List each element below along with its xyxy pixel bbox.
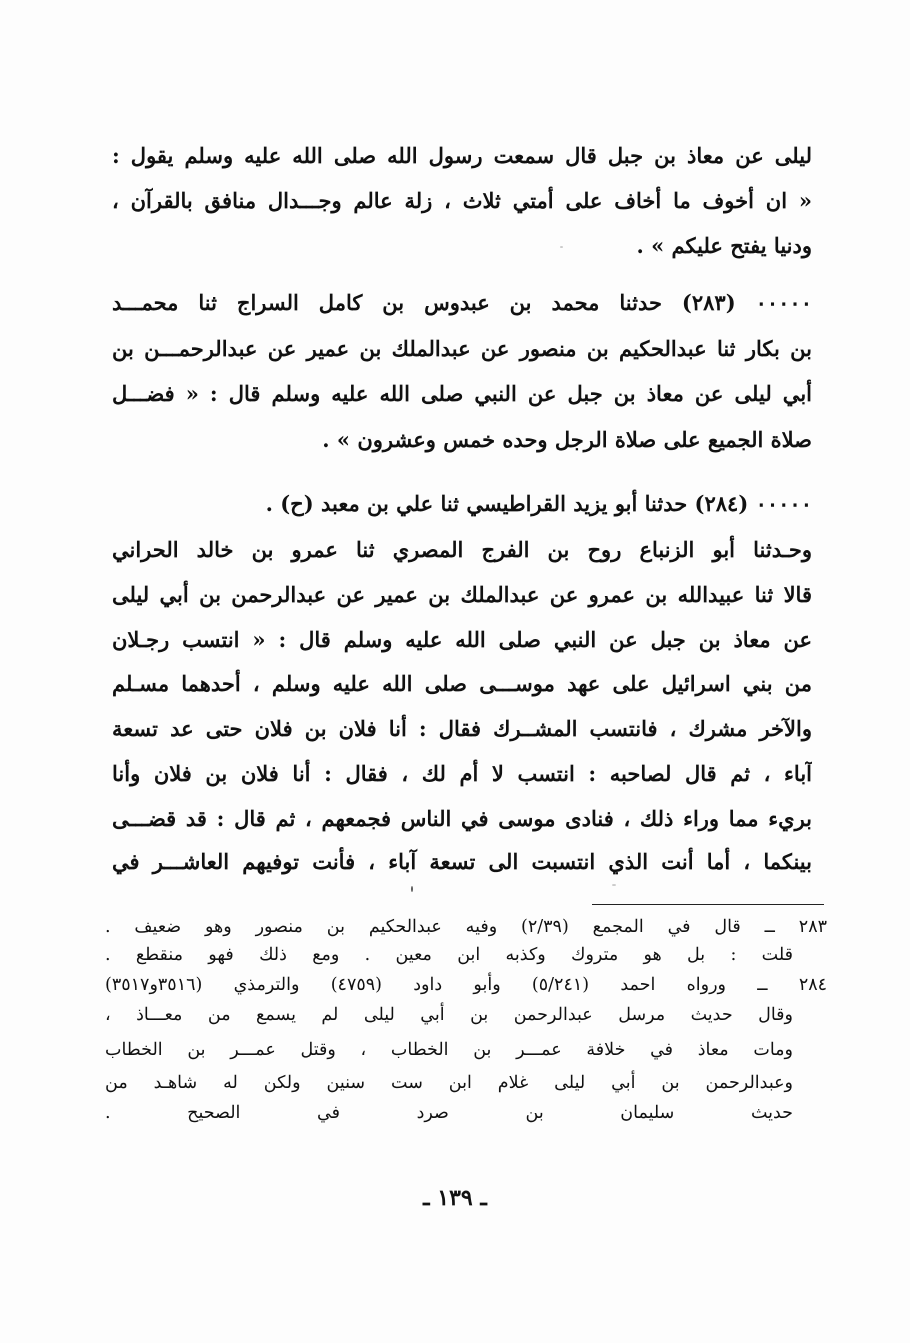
hadith-284-heading-line: ٠٠٠٠٠ (٢٨٤) حدثنا أبو يزيد القراطيسي ثنا علي بن معبد (ح) .	[265, 491, 812, 516]
text-line: ليلى عن معاذ بن جبل قال سمعت رسول الله صلى الله عليه وسلم يقول :	[112, 143, 812, 168]
scan-speck	[612, 884, 616, 886]
footnote-line: ومات معاذ في خلافة عمـــر بن الخطاب ، وقتل عمـــر بن الخطاب	[105, 1040, 793, 1060]
footnote-line: قلت : بل هو متروك وكذبه ابن معين . ومع ذلك فهو منقطع .	[105, 945, 793, 965]
footnote-284-line: ٢٨٤ ــ ورواه احمد (٥/٢٤١) وأبو داود (٤٧٥٩) والترمذي (٣٥١٦و٣٥١٧)	[105, 975, 827, 995]
text-line: صلاة الجميع على صلاة الرجل وحده خمس وعشرون » .	[322, 427, 812, 452]
footnote-line: وقال حديث مرسل عبدالرحمن بن أبي ليلى لم يسمع من معـــاذ ،	[105, 1005, 793, 1025]
text-line: عن معاذ بن جبل عن النبي صلى الله عليه وسلم قال : « انتسب رجـلان	[112, 627, 812, 652]
hadith-283-heading-line: ٠٠٠٠٠ (٢٨٣) حدثنا محمد بن عبدوس بن كامل السراج ثنا محمـــد	[112, 290, 812, 315]
text-line: بن بكار ثنا عبدالحكيم بن منصور عن عبدالملك بن عمير عن عبدالرحمـــن بن	[112, 336, 812, 361]
scan-speck	[560, 246, 563, 248]
footnote-separator	[592, 904, 824, 905]
footnote-line: حديث سليمان بن صرد في الصحيح .	[105, 1103, 793, 1123]
text-line: وحـدثنا أبو الزنباع روح بن الفرج المصري ثنا عمرو بن خالد الحراني	[112, 537, 812, 562]
text-line: والآخر مشرك ، فانتسب المشــرك فقال : أنا فلان بن فلان حتى عد تسعة	[112, 716, 812, 741]
text-line: قالا ثنا عبيدالله بن عمرو عن عبدالملك بن عمير عن عبدالرحمن بن أبي ليلى	[112, 582, 812, 607]
text-line: من بني اسرائيل على عهد موســـى صلى الله عليه وسلم ، أحدهما مسـلم	[112, 671, 812, 696]
text-line: « ان أخوف ما أخاف على أمتي ثلاث ، زلة عالم وجـــدال منافق بالقرآن ،	[112, 188, 812, 213]
text-line: آباء ، ثم قال لصاحبه : انتسب لا أم لك ، فقال : أنا فلان بن فلان وأنا	[112, 761, 812, 786]
text-line: أبي ليلى عن معاذ بن جبل عن النبي صلى الله عليه وسلم قال : « فضـــل	[112, 381, 812, 406]
footnote-line: وعبدالرحمن بن أبي ليلى غلام ابن ست سنين ولكن له شاهـد من	[105, 1073, 793, 1093]
text-line: ودنيا يفتح عليكم » .	[636, 233, 812, 258]
scan-speck	[411, 886, 413, 892]
page-number: ـ ١٣٩ ـ	[423, 1185, 487, 1211]
text-line: بريء مما وراء ذلك ، فنادى موسى في الناس فجمعهم ، ثم قال : قد قضـــى	[112, 806, 812, 831]
text-line: بينكما ، أما أنت الذي انتسبت الى تسعة آباء ، فأنت توفيهم العاشـــر في	[112, 849, 812, 874]
footnote-283-line: ٢٨٣ ــ قال في المجمع (٢/٣٩) وفيه عبدالحكيم بن منصور وهو ضعيف .	[105, 917, 827, 937]
